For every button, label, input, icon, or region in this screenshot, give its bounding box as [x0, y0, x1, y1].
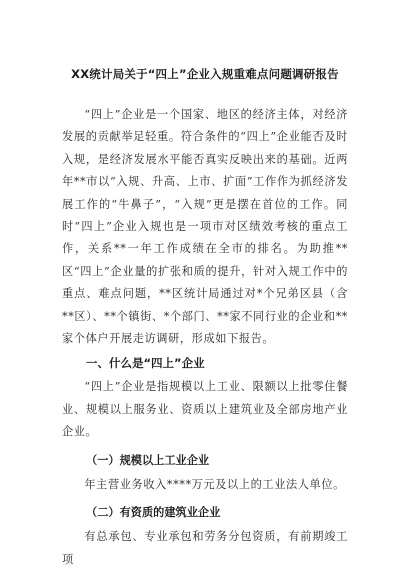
- subsection-paragraph-industrial: 年主营业务收入****万元及以上的工业法人单位。: [84, 477, 345, 491]
- subsection-heading-industrial: （一）规模以上工业企业: [86, 453, 210, 467]
- intro-paragraph: “四上”企业是一个国家、地区的经济主体，对经济发展的贡献举足轻重。符合条件的“四上”企业能否及时入规，是经济发展水平能否真实反映出来的基础。近两年**市以“入规、升高、上市、扩面”工作作为抓经济发展工作的“牛鼻子”，“入规”更是摆在首位的工作。同时“四上”企业入规也是一项市对区绩效考核的重点工作，关系**一年工作成绩在全市的排名。为助推**区“四上”企业量的扩张和质的提升，针对入规工作中的重点、难点问题，**区统计局通过对*个兄弟区县（含**区）、**个镇街、*个部门、**家不同行业的企业和**家个体户开展走访调研，形成如下报告。: [62, 108, 348, 346]
- subsection-heading-construction: （二）有资质的建筑业企业: [86, 506, 221, 520]
- document-title: XX统计局关于“四上”企业入规重难点问题调研报告: [71, 67, 339, 81]
- subsection-paragraph-construction: 有总承包、专业承包和劳务分包资质，有前期竣工项: [62, 530, 348, 566]
- section-paragraph-definition: “四上”企业是指规模以上工业、限额以上批零住餐业、规模以上服务业、资质以上建筑业及全部房地产业企业。: [62, 380, 348, 439]
- section-heading-what-is-four-up: 一、什么是“四上”企业: [86, 356, 205, 371]
